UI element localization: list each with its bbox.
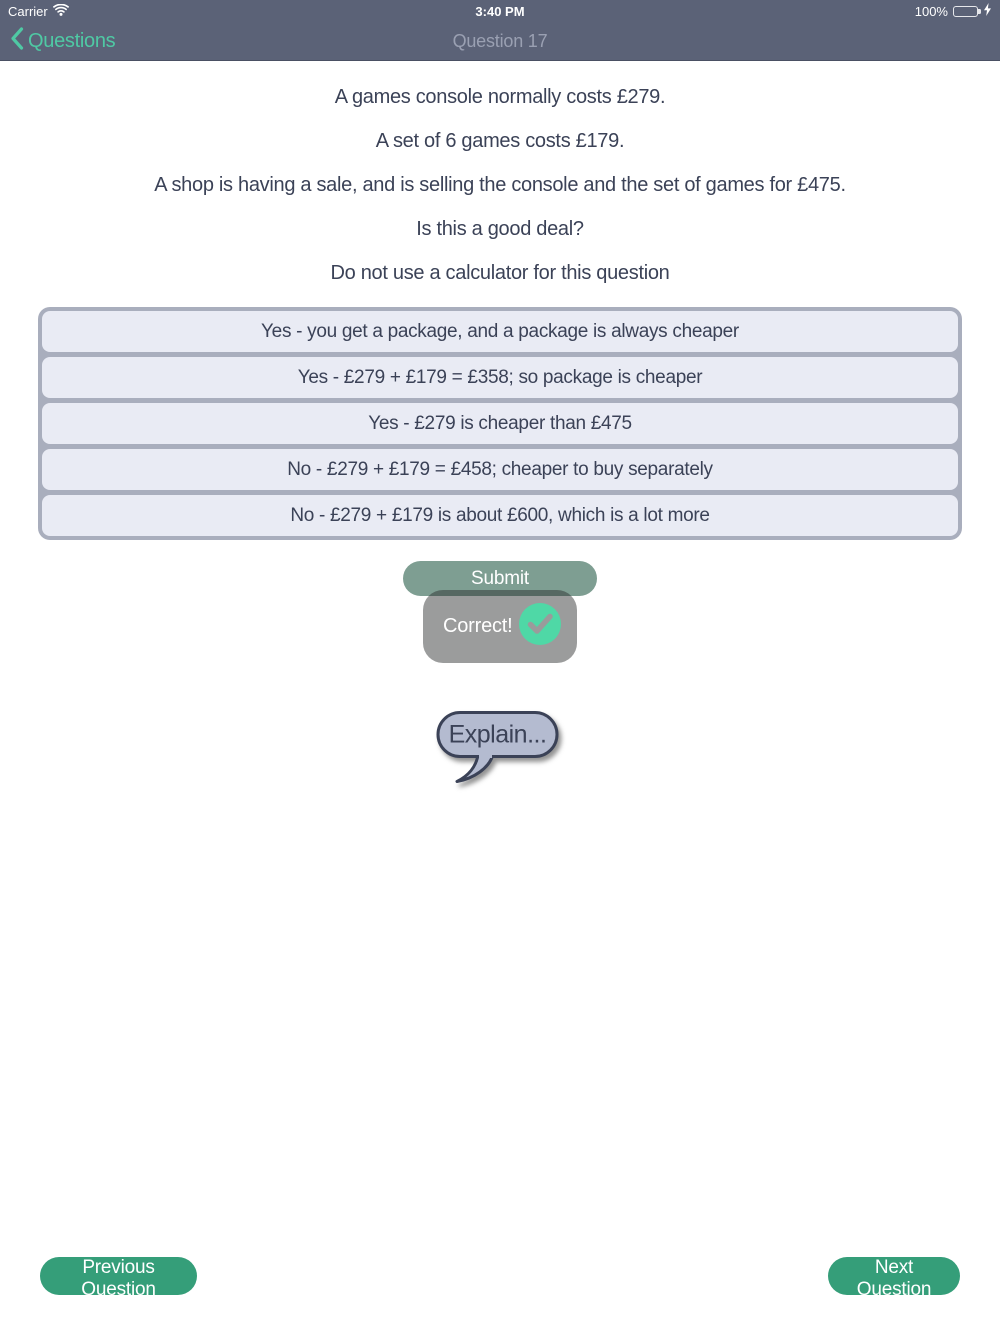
check-circle-icon xyxy=(519,603,561,650)
answer-option-3[interactable]: Yes - £279 is cheaper than £475 xyxy=(42,403,958,444)
explain-button[interactable] xyxy=(434,709,566,790)
speech-bubble-tail xyxy=(457,755,493,782)
answer-option-1[interactable]: Yes - you get a package, and a package is always cheaper xyxy=(42,311,958,352)
nav-bar xyxy=(0,22,1000,61)
question-line: A set of 6 games costs £179. xyxy=(375,130,625,152)
chevron-left-icon xyxy=(10,27,24,56)
explain-label: Explain... xyxy=(448,720,547,749)
battery-percent: 100% xyxy=(914,3,948,19)
page-title: Question 17 xyxy=(452,30,548,51)
question-line: A games console normally costs £279. xyxy=(334,86,666,108)
answer-option-2[interactable]: Yes - £279 + £179 = £358; so package is cheaper xyxy=(42,357,958,398)
answer-options-group xyxy=(38,307,962,540)
carrier-label: Carrier xyxy=(8,3,48,19)
submit-button[interactable]: Submit xyxy=(403,561,597,596)
feedback-label: Correct! xyxy=(443,615,513,637)
back-button-label: Questions xyxy=(28,29,116,52)
next-question-button[interactable]: Next Question xyxy=(828,1257,960,1295)
answer-option-4[interactable]: No - £279 + £179 = £458; cheaper to buy separately xyxy=(42,449,958,490)
back-button[interactable] xyxy=(10,27,115,56)
question-line: Is this a good deal? xyxy=(416,218,584,240)
question-line: A shop is having a sale, and is selling the console and the set of games for £475. xyxy=(154,174,846,196)
charging-bolt-icon xyxy=(983,3,992,19)
question-text xyxy=(0,75,1000,295)
wifi-icon xyxy=(53,4,69,19)
clock: 3:40 PM xyxy=(475,3,525,19)
feedback-toast xyxy=(423,590,577,663)
question-line: Do not use a calculator for this question xyxy=(330,262,670,284)
answer-option-5[interactable]: No - £279 + £179 is about £600, which is a lot more xyxy=(42,495,958,536)
status-bar xyxy=(0,0,1000,22)
previous-question-button[interactable]: Previous Question xyxy=(40,1257,197,1295)
battery-icon xyxy=(953,6,978,17)
